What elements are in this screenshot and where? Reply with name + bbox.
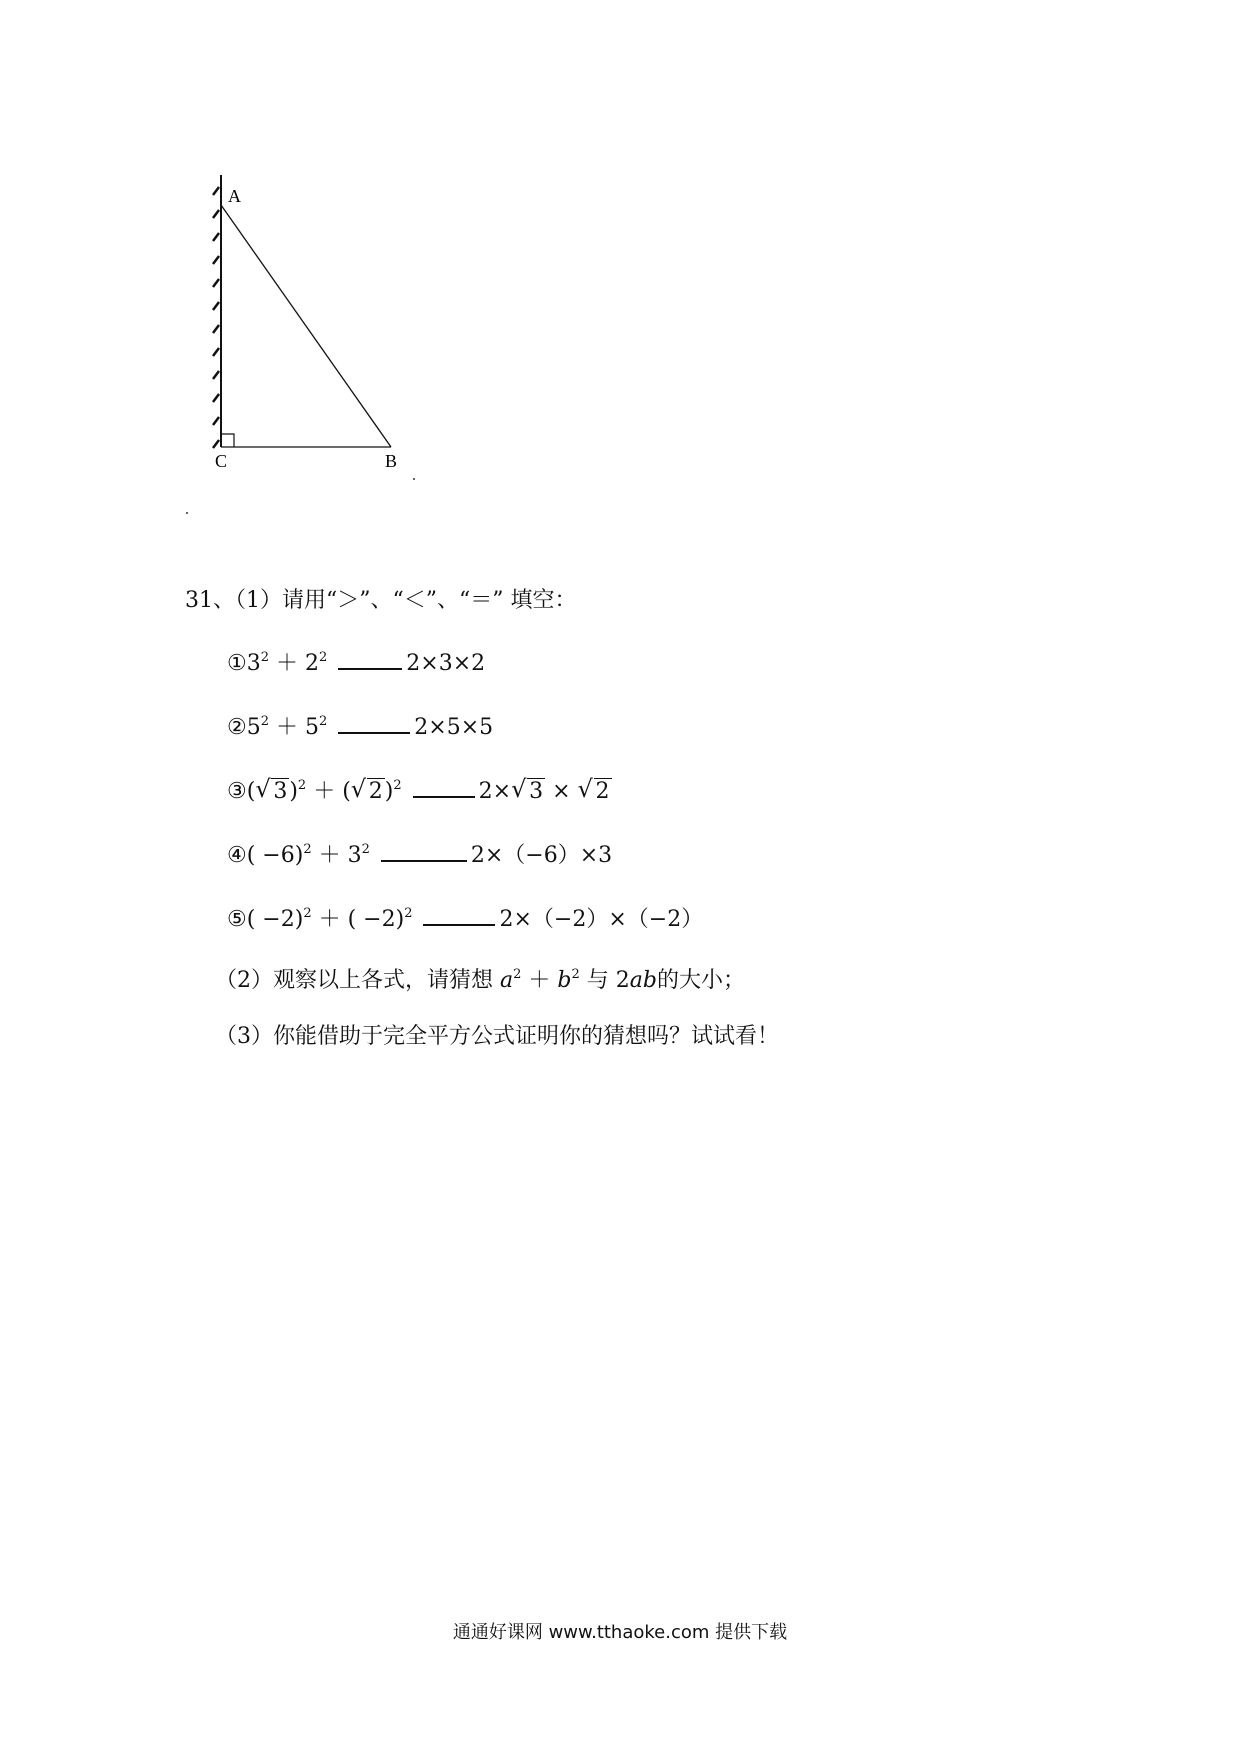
expression-a2-plus-b2: $a^2 + b^2$ <box>500 967 580 993</box>
item-3-rhs: 2× <box>478 779 512 804</box>
expression-2ab: 2ab <box>615 968 657 993</box>
answer-blank-5[interactable] <box>423 902 495 926</box>
item-1 <box>227 646 485 679</box>
item-4 <box>227 838 612 871</box>
question-number: 31、 <box>185 588 235 613</box>
part2-prefix: （2）观察以上各式，请猜想 <box>215 968 493 993</box>
triangle-figure <box>205 175 445 475</box>
item-marker: ⑤ <box>227 907 247 932</box>
vertex-label-a: A <box>228 186 241 206</box>
stray-dot <box>186 512 188 514</box>
answer-blank-4[interactable] <box>381 838 467 862</box>
hypotenuse-ab <box>221 205 391 447</box>
stray-dot <box>413 478 415 480</box>
item-4-rhs: 2×（−6）×3 <box>470 843 613 868</box>
question-31-part3: （3）你能借助于完全平方公式证明你的猜想吗？试试看！ <box>215 1024 779 1049</box>
wall-hatching <box>213 187 219 448</box>
item-marker: ③ <box>227 779 247 804</box>
item-3 <box>227 774 612 807</box>
item-3-lhs: ( √ 3)$^2$ ＋ ( √ 2)$^2$ <box>246 775 402 804</box>
item-5-rhs: 2×（−2）×（−2） <box>499 907 704 932</box>
item-2-lhs: $5^2 + 5^2$ <box>246 714 328 740</box>
answer-blank-1[interactable] <box>338 646 402 670</box>
item-4-lhs: ( $-6)^2 + 3^2$ <box>246 842 370 868</box>
answer-blank-2[interactable] <box>338 710 410 734</box>
vertex-label-b: B <box>385 451 398 471</box>
item-2 <box>227 710 493 743</box>
question-31-part1 <box>185 586 576 616</box>
item-3-rhs-radicals: √ 3 × √ 2 <box>511 775 610 804</box>
vertex-label-c: C <box>215 451 228 471</box>
question-31-part2 <box>215 966 745 996</box>
answer-blank-3[interactable] <box>413 774 475 798</box>
page-footer: 通通好课网 www.tthaoke.com 提供下载 <box>452 1622 788 1643</box>
part2-suffix: 的大小； <box>657 968 746 993</box>
item-1-lhs: $3^2 + 2^2$ <box>246 650 328 676</box>
item-marker: ① <box>227 651 247 676</box>
part2-mid: 与 <box>586 968 609 993</box>
item-5-lhs: ( −2)$^2$ ＋ ( −2)$^2$ <box>246 906 413 932</box>
item-marker: ④ <box>227 843 247 868</box>
right-angle-marker <box>221 434 234 447</box>
item-marker: ② <box>227 715 247 740</box>
triangle-diagram <box>205 175 445 475</box>
item-5 <box>227 902 703 935</box>
part1-instruction: （1）请用“＞”、“＜”、“＝” 填空： <box>235 588 577 613</box>
item-1-rhs: 2×3×2 <box>406 651 486 676</box>
item-2-rhs: 2×5×5 <box>414 715 494 740</box>
